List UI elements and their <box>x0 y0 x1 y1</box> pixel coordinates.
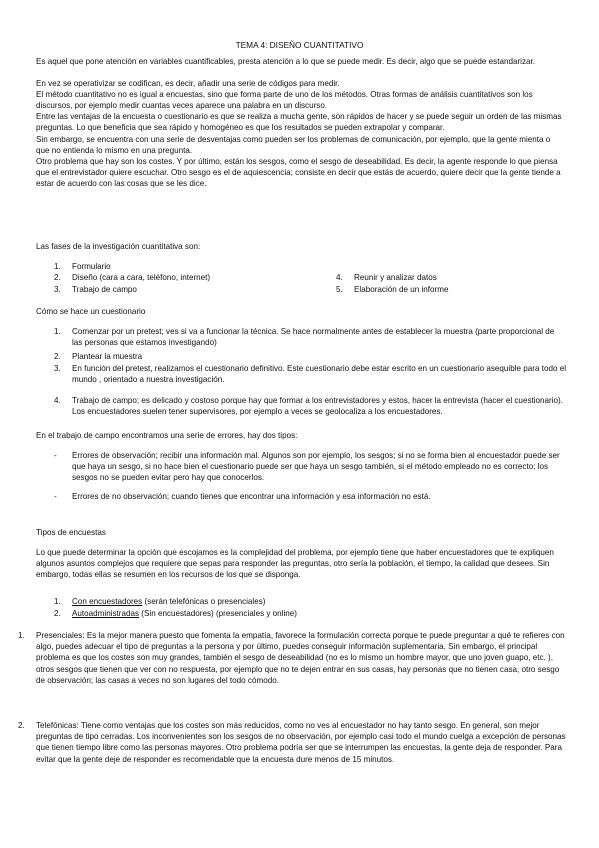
intro-paragraph: Entre las ventajas de la encuesta o cuestionario es que se realiza a mucha gente, son rápidos de hacer y se puede seguir un orden de las mismas preguntas. Lo que beneficia que sea rápido y homogéneo es que los resultados se pueden extrapolar y comparar. <box>36 112 562 133</box>
list-text: Trabajo de campo; es delicado y costoso porque hay que formar a los entrevistadores y estos, hacer la entrevista (hacer el cuestionario). Los encuestadores suelen tener supervisores, por ejemplo a veces se geolocaliza a los encuestadores. <box>72 396 563 417</box>
intro-paragraph: Otro problema que hay son los costes. Y por último, están los sesgos, como el sesgo de deseabilidad. Es decir, la agente responde lo que piensa que el entrevistador quiere escuchar. Otro sesgo es el de aquiescencia; consiste en decir que estás de acuerdo, quiere decir que la gente tiende a estar de acuerdo con las cosas que se les dice. <box>36 157 561 189</box>
list-text: Presenciales: Es la mejor manera puesto que fomenta la empatía, favorece la formulación correcta porque te puede preguntar a qué te refieres con algo, puedes adecuar el tipo de preguntas a la persona y por último, puedes conseguir información suplementaria. Sin embargo, el principal problema es que los costes son muy grandes, también el sesgo de deseabilidad (no es lo mismo un hombre mayor, que uno joven guapo, etc. ), otros sesgos que tienen que ver con no respuesta, por ejemplo que no te dejen entrar en sus casas, hay personas que no tienen casa, otro sesgo de observación; las casas a veces no son lugares del todo cómodo. <box>36 631 565 685</box>
list-bullet: - <box>54 451 57 460</box>
list-number: 4. <box>54 396 61 405</box>
list-item <box>54 395 566 417</box>
list-text: Reunir y analizar datos <box>354 273 437 282</box>
list-number: 2. <box>54 273 61 282</box>
list-item <box>18 720 566 765</box>
intro-paragraph: Es aquel que pone atención en variables cuantificables, presta atención a lo que se puede medir. Es decir, algo que se puede estandarizar. <box>36 57 536 66</box>
list-number: 2. <box>54 352 61 361</box>
list-item <box>54 450 566 484</box>
list-number: 5. <box>336 285 343 294</box>
list-item <box>18 630 566 686</box>
list-item <box>54 326 566 348</box>
intro-paragraph: El método cuantitativo no es igual a encuestas, sino que forma parte de uno de los métodos. Otras formas de análisis cuantitativos son los discursos, por ejemplo medir cuantas veces aparece una palabra en un discurso. <box>36 90 533 111</box>
list-number: 2. <box>18 721 25 730</box>
list-number: 2. <box>54 609 61 618</box>
list-text: Comenzar por un pretest; ves si va a funcionar la técnica. Se hace normalmente antes de establecer la muestra (parte proporcional de las personas que estamos investigando) <box>72 327 555 348</box>
page-title: TEMA 4: DISEÑO CUANTITATIVO <box>235 40 364 50</box>
list-text: Errores de no observación; cuando tienes que encontrar una información y esa información no está. <box>72 492 431 501</box>
list-number: 1. <box>54 327 61 336</box>
list-number: 1. <box>18 631 25 640</box>
types-heading: Tipos de encuestas <box>36 528 106 537</box>
list-text: Elaboración de un informe <box>354 285 449 294</box>
list-text: Errores de observación; recibir una información mal. Algunos son por ejemplo, los sesgos; si no se forma bien al encuestador puede ser que haya un sesgo, si no hace bien el cuestionario puede ser que haya un sesgo también, si el método empleado no es correcto; los sesgos no se pueden evitar pero hay que conocerlos. <box>72 451 560 483</box>
list-text: Telefónicas: Tiene como ventajas que los costes son más reducidos, como no ves al encuestador no hay tanto sesgo. En general, son mejor preguntas de tipo cerradas. Los inconvenientes son los sesgos de no observación, por ejemplo casi todo el mundo cuelga a excepción de personas que tienen tiempo libre como las personas mayores. Otro problema podría ser que se interrumpen las encuestas, la gente deja de responder. Para evitar que la gente deje de responder es recomendable que la encuesta dure menos de 15 minutos. <box>36 721 566 764</box>
underlined-term: Con encuestadores <box>72 597 143 606</box>
list-text <box>72 608 297 619</box>
list-number: 3. <box>54 285 61 294</box>
list-text: Diseño (cara a cara, teléfono, internet) <box>72 273 211 282</box>
list-text: Formulario <box>72 262 111 271</box>
list-number: 4. <box>336 273 343 282</box>
list-item <box>54 491 566 502</box>
list-item <box>54 351 566 362</box>
intro-paragraph: Sin embargo, se encuentra con una serie de desventajas como pueden ser los problemas de comunicación, por ejemplo, que la gente mienta o que no entienda lo mismo en una pregunta. <box>36 135 551 156</box>
phases-heading: Las fases de la investigación cuantitativa son: <box>36 242 201 251</box>
list-text: Trabajo de campo <box>72 285 137 294</box>
list-text: Plantear la muestra <box>72 352 143 361</box>
errors-heading: En el trabajo de campo encontramos una serie de errores, hay dos tipos: <box>36 431 298 440</box>
list-item <box>54 363 566 385</box>
intro-paragraph: En vez se operativizar se codifican, es decir, añadir una serie de códigos para medir. <box>36 79 340 88</box>
types-paragraph: Lo que puede determinar la opción que escojamos es la complejidad del problema, por ejemplo tiene que haber encuestadores que te expliquen algunos asuntos complejos que requiere que sepas para responder las preguntas, otro sería la población, el tiempo, la calidad que desees. Sin embargo, todas ellas se resumen en los recursos de los que se disponga. <box>36 548 554 580</box>
term-note: (Sin encuestadores) (presenciales y online) <box>139 609 297 618</box>
list-text <box>72 596 265 607</box>
underlined-term: Autoadministradas <box>72 609 140 618</box>
list-number: 1. <box>54 597 61 606</box>
how-heading: Cómo se hace un cuestionario <box>36 307 146 316</box>
list-text: En función del pretest, realizamos el cuestionario definitivo. Este cuestionario debe estar escrito en un cuestionario asequible para todo el mundo , orientado a nuestra investigación. <box>72 364 567 385</box>
term-note: (serán telefónicas o presenciales) <box>142 597 266 606</box>
list-bullet: - <box>54 492 57 501</box>
list-number: 3. <box>54 364 61 373</box>
list-number: 1. <box>54 262 61 271</box>
